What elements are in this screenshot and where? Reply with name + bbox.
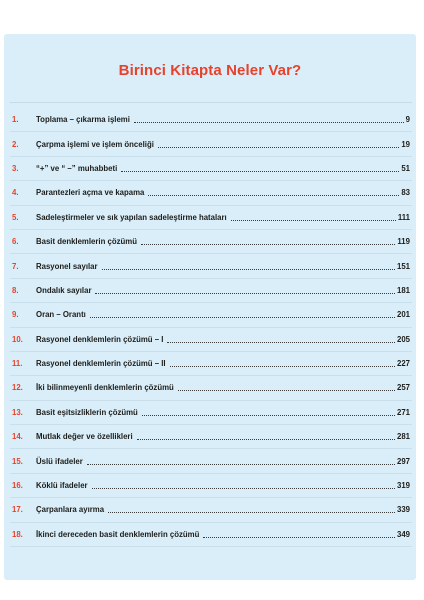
toc-entry-page-number: 119 [397,237,410,247]
toc-entry-page-number: 271 [396,407,410,417]
dot-leader [121,171,399,172]
dot-leader [178,390,395,391]
toc-entry-title: Üslü ifadeler [36,456,83,466]
dot-leader [102,269,395,270]
dot-leader [137,439,395,440]
dot-leader [92,488,395,489]
toc-entry [10,303,412,327]
toc-entry-title: Rasyonel denklemlerin çözümü – II [36,359,166,369]
toc-entry [10,401,412,425]
toc-entry-page-number: 83 [401,188,410,198]
toc-entry-title: İki bilinmeyenli denklemlerin çözümü [36,383,174,393]
toc-entry-number: 16. [12,481,23,491]
toc-entry-number: 9. [12,310,19,320]
toc-entry-number: 17. [12,505,23,515]
toc-entry-number: 8. [12,285,19,295]
toc-entry-page-number: 201 [396,310,410,320]
toc-entry-page-number: 339 [396,505,410,515]
toc-entry-title: Rasyonel denklemlerin çözümü – I [36,334,164,344]
toc-entry-number: 7. [12,261,19,271]
toc-entry-title: “+” ve “ –” muhabbeti [36,163,118,173]
toc-entry-title: Ondalık sayılar [36,285,92,295]
toc-entry [10,376,412,400]
dot-leader [170,366,395,367]
toc-entry-number: 2. [12,139,19,149]
toc-entry-title: Çarpma işlemi ve işlem önceliği [36,139,154,149]
toc-entry [10,474,412,498]
toc-entry [10,498,412,522]
toc-entry [10,132,412,156]
toc-entry-page-number: 111 [397,212,410,222]
toc-entry-title: Çarpanlara ayırma [36,505,105,515]
contents-title: Birinci Kitapta Neler Var? [118,62,302,79]
toc-entry-number: 6. [12,237,19,247]
toc-entry-page-number: 181 [396,285,410,295]
toc-entry-page-number: 9 [405,115,410,125]
toc-entry [10,352,412,376]
toc-entry-page-number: 257 [396,383,410,393]
toc-entry-page-number: 319 [396,481,410,491]
toc-entry-number: 18. [12,529,23,539]
toc-entry [10,425,412,449]
toc-entry-number: 12. [12,383,23,393]
toc-entry-title: Basit eşitsizliklerin çözümü [36,407,138,417]
toc-entry [10,230,412,254]
dot-leader [141,244,395,245]
dot-leader [167,342,395,343]
toc-entry-title: Toplama – çıkarma işlemi [36,115,130,125]
dot-leader [108,512,395,513]
toc-entry-title: Parantezleri açma ve kapama [36,188,145,198]
toc-entry-page-number: 151 [396,261,410,271]
toc-entry [10,328,412,352]
toc-entry-number: 1. [12,115,19,125]
toc-entry [10,279,412,303]
toc-entry-page-number: 205 [396,334,410,344]
toc-entry-title: Köklü ifadeler [36,481,88,491]
toc-entry-title: Mutlak değer ve özellikleri [36,432,133,442]
toc-entry-page-number: 51 [401,163,410,173]
toc-entry-number: 5. [12,212,19,222]
toc-entry [10,523,412,547]
dot-leader [95,293,395,294]
toc-entry-number: 4. [12,188,19,198]
dot-leader [90,317,395,318]
dot-leader [203,537,395,538]
toc-entry-title: Sadeleştirmeler ve sık yapılan sadeleştirme hataları [36,212,227,222]
toc-entry-number: 11. [12,359,23,369]
toc-entry [10,206,412,230]
table-of-contents [10,108,412,548]
dot-leader [148,195,399,196]
toc-entry-number: 13. [12,407,23,417]
toc-entry-page-number: 297 [396,456,410,466]
toc-entry-number: 14. [12,432,23,442]
toc-entry-page-number: 19 [401,139,410,149]
toc-entry-title: İkinci dereceden basit denklemlerin çözümü [36,529,200,539]
toc-entry-title: Basit denklemlerin çözümü [36,237,137,247]
toc-entry-number: 15. [12,456,23,466]
toc-entry [10,108,412,132]
dot-leader [134,122,404,123]
dot-leader [142,415,395,416]
toc-entry-page-number: 227 [396,359,410,369]
dot-leader [231,220,396,221]
toc-entry-number: 10. [12,334,23,344]
dot-leader [158,147,399,148]
toc-entry-title: Oran – Orantı [36,310,86,320]
toc-entry [10,449,412,473]
toc-entry-number: 3. [12,163,19,173]
dot-leader [87,464,395,465]
toc-entry [10,181,412,205]
title-divider [10,102,412,103]
toc-entry-title: Rasyonel sayılar [36,261,98,271]
toc-entry [10,157,412,181]
toc-entry [10,254,412,278]
toc-entry-page-number: 281 [396,432,410,442]
toc-entry-page-number: 349 [396,529,410,539]
